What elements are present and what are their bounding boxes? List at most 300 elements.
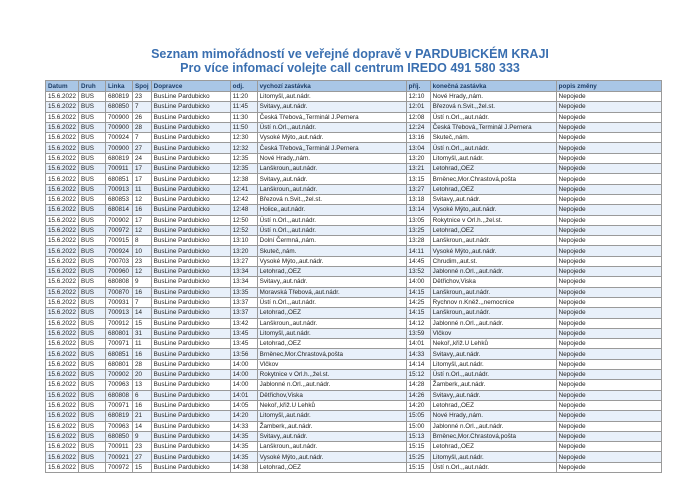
cell-destination-stop: Chrudim,,aut.st. xyxy=(430,256,556,266)
cell-origin-stop: Rokytnice v Orl.h.,,žel.st. xyxy=(257,370,406,380)
cell-departure: 12:42 xyxy=(230,194,257,204)
cell-trip: 16 xyxy=(133,205,152,215)
table-row xyxy=(46,225,662,235)
cell-date: 15.6.2022 xyxy=(46,339,79,349)
cell-arrival: 14:28 xyxy=(406,380,430,390)
cell-arrival: 13:04 xyxy=(406,143,430,153)
cell-line: 700870 xyxy=(106,287,133,297)
cell-origin-stop: Svitavy,,aut.nádr. xyxy=(257,431,406,441)
cell-date: 15.6.2022 xyxy=(46,411,79,421)
cell-trip: 13 xyxy=(133,380,152,390)
cell-arrival: 14:11 xyxy=(406,246,430,256)
cell-change-description: Nepojede xyxy=(556,205,661,215)
cell-trip: 16 xyxy=(133,287,152,297)
cell-destination-stop: Česká Třebová,,Terminál J.Pernera xyxy=(430,122,556,132)
cell-carrier: BusLine Pardubicko xyxy=(151,411,230,421)
cell-change-description: Nepojede xyxy=(556,133,661,143)
cell-origin-stop: Nekoř,,křiž.U Lehků xyxy=(257,400,406,410)
cell-change-description: Nepojede xyxy=(556,277,661,287)
cell-departure: 11:30 xyxy=(230,112,257,122)
cell-type: BUS xyxy=(79,267,106,277)
cell-carrier: BusLine Pardubicko xyxy=(151,102,230,112)
cell-destination-stop: Rokytnice v Orl.h.,,žel.st. xyxy=(430,215,556,225)
cell-destination-stop: Brněnec,Mor.Chrastová,pošta xyxy=(430,431,556,441)
cell-destination-stop: Letohrad,,OEZ xyxy=(430,164,556,174)
cell-type: BUS xyxy=(79,339,106,349)
cell-departure: 12:32 xyxy=(230,143,257,153)
cell-departure: 13:27 xyxy=(230,256,257,266)
document-subtitle: Pro více infomací volejte call centrum IREDO 491 580 333 xyxy=(180,61,520,75)
cell-arrival: 15:25 xyxy=(406,452,430,462)
cell-trip: 11 xyxy=(133,184,152,194)
cell-arrival: 14:20 xyxy=(406,400,430,410)
cell-type: BUS xyxy=(79,287,106,297)
cell-arrival: 13:05 xyxy=(406,215,430,225)
cell-arrival: 14:25 xyxy=(406,297,430,307)
cell-carrier: BusLine Pardubicko xyxy=(151,246,230,256)
cell-change-description: Nepojede xyxy=(556,256,661,266)
cell-change-description: Nepojede xyxy=(556,431,661,441)
table-row xyxy=(46,277,662,287)
cell-trip: 16 xyxy=(133,349,152,359)
cell-carrier: BusLine Pardubicko xyxy=(151,112,230,122)
table-row xyxy=(46,370,662,380)
cell-trip: 16 xyxy=(133,400,152,410)
cell-destination-stop: Žamberk,,aut.nádr. xyxy=(430,380,556,390)
cell-change-description: Nepojede xyxy=(556,246,661,256)
cell-trip: 7 xyxy=(133,102,152,112)
cell-origin-stop: Březová n.Svit.,,žel.st. xyxy=(257,194,406,204)
cell-line: 700972 xyxy=(106,225,133,235)
cell-line: 680851 xyxy=(106,174,133,184)
cell-date: 15.6.2022 xyxy=(46,277,79,287)
cell-change-description: Nepojede xyxy=(556,390,661,400)
cell-destination-stop: Skuteč,,nám. xyxy=(430,133,556,143)
cell-carrier: BusLine Pardubicko xyxy=(151,359,230,369)
cell-arrival: 14:26 xyxy=(406,390,430,400)
cell-arrival: 13:59 xyxy=(406,328,430,338)
table-row xyxy=(46,184,662,194)
cell-change-description: Nepojede xyxy=(556,174,661,184)
cell-departure: 14:38 xyxy=(230,462,257,472)
cell-change-description: Nepojede xyxy=(556,164,661,174)
cell-destination-stop: Lanškroun,,aut.nádr. xyxy=(430,287,556,297)
cell-trip: 27 xyxy=(133,143,152,153)
cell-destination-stop: Jablonné n.Orl.,,aut.nádr. xyxy=(430,421,556,431)
cell-date: 15.6.2022 xyxy=(46,225,79,235)
cell-line: 700911 xyxy=(106,164,133,174)
table-row xyxy=(46,92,662,102)
cell-type: BUS xyxy=(79,297,106,307)
cell-carrier: BusLine Pardubicko xyxy=(151,390,230,400)
cell-destination-stop: Svitavy,,aut.nádr. xyxy=(430,194,556,204)
cell-carrier: BusLine Pardubicko xyxy=(151,339,230,349)
cell-arrival: 14:01 xyxy=(406,339,430,349)
cell-destination-stop: Ústí n.Orl.,,aut.nádr. xyxy=(430,462,556,472)
cell-carrier: BusLine Pardubicko xyxy=(151,442,230,452)
cell-departure: 13:45 xyxy=(230,339,257,349)
cell-date: 15.6.2022 xyxy=(46,308,79,318)
cell-departure: 13:34 xyxy=(230,277,257,287)
cell-origin-stop: Litomyšl,,aut.nádr. xyxy=(257,328,406,338)
cell-line: 700912 xyxy=(106,318,133,328)
cell-type: BUS xyxy=(79,349,106,359)
cell-trip: 14 xyxy=(133,308,152,318)
cell-origin-stop: Česká Třebová,,Terminál J.Pernera xyxy=(257,112,406,122)
cell-origin-stop: Ústí n.Orl.,,aut.nádr. xyxy=(257,297,406,307)
table-row xyxy=(46,102,662,112)
cell-type: BUS xyxy=(79,225,106,235)
cell-carrier: BusLine Pardubicko xyxy=(151,452,230,462)
cell-destination-stop: Svitavy,,aut.nádr. xyxy=(430,349,556,359)
cell-trip: 10 xyxy=(133,246,152,256)
cell-carrier: BusLine Pardubicko xyxy=(151,225,230,235)
cell-line: 680808 xyxy=(106,390,133,400)
cell-departure: 13:35 xyxy=(230,287,257,297)
cell-type: BUS xyxy=(79,112,106,122)
cell-date: 15.6.2022 xyxy=(46,349,79,359)
cell-departure: 14:00 xyxy=(230,359,257,369)
cell-departure: 13:45 xyxy=(230,328,257,338)
cell-type: BUS xyxy=(79,92,106,102)
table-row xyxy=(46,267,662,277)
cell-arrival: 13:15 xyxy=(406,174,430,184)
cell-type: BUS xyxy=(79,246,106,256)
cell-origin-stop: Nové Hrady,,nám. xyxy=(257,153,406,163)
cell-carrier: BusLine Pardubicko xyxy=(151,297,230,307)
cell-departure: 14:01 xyxy=(230,390,257,400)
cell-origin-stop: Letohrad,,OEZ xyxy=(257,462,406,472)
cell-date: 15.6.2022 xyxy=(46,153,79,163)
cell-change-description: Nepojede xyxy=(556,102,661,112)
table-row xyxy=(46,112,662,122)
cell-date: 15.6.2022 xyxy=(46,112,79,122)
cell-trip: 21 xyxy=(133,411,152,421)
cell-line: 700902 xyxy=(106,370,133,380)
cell-date: 15.6.2022 xyxy=(46,122,79,132)
cell-change-description: Nepojede xyxy=(556,328,661,338)
cell-arrival: 13:28 xyxy=(406,236,430,246)
cell-carrier: BusLine Pardubicko xyxy=(151,370,230,380)
cell-destination-stop: Vysoké Mýto,,aut.nádr. xyxy=(430,246,556,256)
cell-line: 680801 xyxy=(106,359,133,369)
cell-change-description: Nepojede xyxy=(556,287,661,297)
cell-line: 700921 xyxy=(106,452,133,462)
cell-origin-stop: Svitavy,,aut.nádr. xyxy=(257,174,406,184)
cell-date: 15.6.2022 xyxy=(46,246,79,256)
cell-line: 700900 xyxy=(106,143,133,153)
cell-trip: 6 xyxy=(133,390,152,400)
cell-origin-stop: Lanškroun,,aut.nádr. xyxy=(257,442,406,452)
cell-departure: 14:33 xyxy=(230,421,257,431)
cell-arrival: 12:08 xyxy=(406,112,430,122)
cell-type: BUS xyxy=(79,102,106,112)
table-row xyxy=(46,400,662,410)
cell-arrival: 12:10 xyxy=(406,92,430,102)
cell-type: BUS xyxy=(79,122,106,132)
table-row xyxy=(46,236,662,246)
cell-destination-stop: Nekoř,,křiž.U Lehků xyxy=(430,339,556,349)
cell-type: BUS xyxy=(79,370,106,380)
cell-departure: 13:56 xyxy=(230,349,257,359)
cell-arrival: 13:52 xyxy=(406,267,430,277)
cell-date: 15.6.2022 xyxy=(46,133,79,143)
cell-arrival: 14:15 xyxy=(406,308,430,318)
cell-arrival: 13:14 xyxy=(406,205,430,215)
cell-carrier: BusLine Pardubicko xyxy=(151,277,230,287)
cell-carrier: BusLine Pardubicko xyxy=(151,421,230,431)
cell-origin-stop: Vysoké Mýto,,aut.nádr. xyxy=(257,133,406,143)
cell-type: BUS xyxy=(79,400,106,410)
cell-departure: 12:52 xyxy=(230,225,257,235)
cell-date: 15.6.2022 xyxy=(46,215,79,225)
cell-trip: 24 xyxy=(133,153,152,163)
header-linka: Linka xyxy=(106,81,133,92)
cell-origin-stop: Holice,,aut.nádr. xyxy=(257,205,406,215)
cell-type: BUS xyxy=(79,153,106,163)
table-row xyxy=(46,318,662,328)
cell-carrier: BusLine Pardubicko xyxy=(151,431,230,441)
cell-destination-stop: Ústí n.Orl.,,aut.nádr. xyxy=(430,112,556,122)
cell-destination-stop: Jablonné n.Orl.,,aut.nádr. xyxy=(430,267,556,277)
cell-origin-stop: Letohrad,,OEZ xyxy=(257,267,406,277)
cell-change-description: Nepojede xyxy=(556,308,661,318)
cell-departure: 14:05 xyxy=(230,400,257,410)
cell-change-description: Nepojede xyxy=(556,297,661,307)
cell-arrival: 15:15 xyxy=(406,442,430,452)
cell-type: BUS xyxy=(79,174,106,184)
cell-carrier: BusLine Pardubicko xyxy=(151,462,230,472)
cell-trip: 17 xyxy=(133,174,152,184)
cell-type: BUS xyxy=(79,205,106,215)
cell-change-description: Nepojede xyxy=(556,421,661,431)
cell-date: 15.6.2022 xyxy=(46,318,79,328)
header-spoj: Spoj xyxy=(133,81,152,92)
cell-line: 680819 xyxy=(106,411,133,421)
cell-departure: 13:20 xyxy=(230,246,257,256)
cell-line: 700900 xyxy=(106,112,133,122)
disruptions-table xyxy=(45,80,662,473)
cell-date: 15.6.2022 xyxy=(46,380,79,390)
cell-change-description: Nepojede xyxy=(556,411,661,421)
cell-destination-stop: Vysoké Mýto,,aut.nádr. xyxy=(430,205,556,215)
cell-departure: 14:35 xyxy=(230,431,257,441)
cell-arrival: 13:25 xyxy=(406,225,430,235)
cell-trip: 23 xyxy=(133,256,152,266)
cell-date: 15.6.2022 xyxy=(46,205,79,215)
cell-carrier: BusLine Pardubicko xyxy=(151,308,230,318)
table-row xyxy=(46,390,662,400)
cell-trip: 23 xyxy=(133,92,152,102)
cell-type: BUS xyxy=(79,431,106,441)
cell-trip: 14 xyxy=(133,421,152,431)
cell-trip: 7 xyxy=(133,297,152,307)
cell-destination-stop: Letohrad,,OEZ xyxy=(430,442,556,452)
cell-date: 15.6.2022 xyxy=(46,328,79,338)
table-row xyxy=(46,256,662,266)
header-konecna-zastavka: konečná zastávka xyxy=(430,81,556,92)
table-header-row xyxy=(46,81,662,92)
cell-line: 700963 xyxy=(106,380,133,390)
cell-arrival: 13:21 xyxy=(406,164,430,174)
cell-line: 680814 xyxy=(106,205,133,215)
cell-line: 700913 xyxy=(106,308,133,318)
table-row xyxy=(46,164,662,174)
cell-change-description: Nepojede xyxy=(556,112,661,122)
cell-carrier: BusLine Pardubicko xyxy=(151,349,230,359)
cell-change-description: Nepojede xyxy=(556,215,661,225)
cell-trip: 12 xyxy=(133,267,152,277)
cell-change-description: Nepojede xyxy=(556,225,661,235)
cell-line: 680819 xyxy=(106,92,133,102)
cell-trip: 17 xyxy=(133,215,152,225)
cell-carrier: BusLine Pardubicko xyxy=(151,400,230,410)
cell-change-description: Nepojede xyxy=(556,359,661,369)
cell-line: 700911 xyxy=(106,442,133,452)
table-row xyxy=(46,442,662,452)
cell-line: 700924 xyxy=(106,246,133,256)
cell-trip: 26 xyxy=(133,112,152,122)
cell-trip: 17 xyxy=(133,164,152,174)
cell-departure: 14:35 xyxy=(230,452,257,462)
cell-departure: 13:37 xyxy=(230,308,257,318)
cell-arrival: 14:33 xyxy=(406,349,430,359)
cell-change-description: Nepojede xyxy=(556,380,661,390)
table-row xyxy=(46,339,662,349)
cell-carrier: BusLine Pardubicko xyxy=(151,92,230,102)
cell-destination-stop: Brněnec,Mor.Chrastová,pošta xyxy=(430,174,556,184)
cell-trip: 9 xyxy=(133,431,152,441)
cell-trip: 12 xyxy=(133,225,152,235)
cell-line: 700971 xyxy=(106,339,133,349)
cell-date: 15.6.2022 xyxy=(46,164,79,174)
cell-carrier: BusLine Pardubicko xyxy=(151,133,230,143)
cell-departure: 13:10 xyxy=(230,236,257,246)
table-row xyxy=(46,380,662,390)
table-row xyxy=(46,122,662,132)
cell-line: 700931 xyxy=(106,297,133,307)
cell-destination-stop: Nové Hrady,,nám. xyxy=(430,92,556,102)
header-prijezd: příj. xyxy=(406,81,430,92)
cell-origin-stop: Svitavy,,aut.nádr. xyxy=(257,277,406,287)
cell-type: BUS xyxy=(79,256,106,266)
cell-arrival: 15:15 xyxy=(406,462,430,472)
cell-type: BUS xyxy=(79,421,106,431)
cell-origin-stop: Vysoké Mýto,,aut.nádr. xyxy=(257,452,406,462)
cell-date: 15.6.2022 xyxy=(46,194,79,204)
cell-date: 15.6.2022 xyxy=(46,184,79,194)
cell-destination-stop: Lanškroun,,aut.nádr. xyxy=(430,236,556,246)
cell-trip: 23 xyxy=(133,442,152,452)
cell-trip: 28 xyxy=(133,359,152,369)
cell-origin-stop: Svitavy,,aut.nádr. xyxy=(257,102,406,112)
table-row xyxy=(46,133,662,143)
table-row xyxy=(46,205,662,215)
cell-date: 15.6.2022 xyxy=(46,143,79,153)
cell-date: 15.6.2022 xyxy=(46,442,79,452)
cell-destination-stop: Litomyšl,,aut.nádr. xyxy=(430,359,556,369)
cell-type: BUS xyxy=(79,236,106,246)
cell-destination-stop: Lanškroun,,aut.nádr. xyxy=(430,308,556,318)
cell-change-description: Nepojede xyxy=(556,349,661,359)
table-row xyxy=(46,215,662,225)
cell-origin-stop: Jablonné n.Orl.,,aut.nádr. xyxy=(257,380,406,390)
cell-departure: 12:38 xyxy=(230,174,257,184)
cell-departure: 14:00 xyxy=(230,370,257,380)
cell-destination-stop: Březová n.Svit.,,žel.st. xyxy=(430,102,556,112)
cell-carrier: BusLine Pardubicko xyxy=(151,164,230,174)
cell-departure: 14:35 xyxy=(230,442,257,452)
cell-carrier: BusLine Pardubicko xyxy=(151,380,230,390)
cell-change-description: Nepojede xyxy=(556,370,661,380)
cell-date: 15.6.2022 xyxy=(46,287,79,297)
cell-departure: 11:20 xyxy=(230,92,257,102)
cell-trip: 8 xyxy=(133,236,152,246)
cell-line: 700703 xyxy=(106,256,133,266)
cell-type: BUS xyxy=(79,452,106,462)
cell-line: 700900 xyxy=(106,122,133,132)
table-row xyxy=(46,421,662,431)
cell-destination-stop: Letohrad,,OEZ xyxy=(430,225,556,235)
cell-line: 700902 xyxy=(106,215,133,225)
table-row xyxy=(46,194,662,204)
cell-departure: 12:35 xyxy=(230,153,257,163)
cell-line: 700924 xyxy=(106,133,133,143)
cell-departure: 12:41 xyxy=(230,184,257,194)
cell-change-description: Nepojede xyxy=(556,184,661,194)
cell-carrier: BusLine Pardubicko xyxy=(151,267,230,277)
cell-date: 15.6.2022 xyxy=(46,400,79,410)
cell-carrier: BusLine Pardubicko xyxy=(151,122,230,132)
cell-destination-stop: Vlčkov xyxy=(430,328,556,338)
cell-line: 700913 xyxy=(106,184,133,194)
cell-type: BUS xyxy=(79,380,106,390)
cell-change-description: Nepojede xyxy=(556,267,661,277)
cell-carrier: BusLine Pardubicko xyxy=(151,143,230,153)
table-row xyxy=(46,431,662,441)
cell-date: 15.6.2022 xyxy=(46,297,79,307)
cell-departure: 11:45 xyxy=(230,102,257,112)
cell-arrival: 14:00 xyxy=(406,277,430,287)
cell-origin-stop: Lanškroun,,aut.nádr. xyxy=(257,184,406,194)
cell-destination-stop: Litomyšl,,aut.nádr. xyxy=(430,452,556,462)
cell-type: BUS xyxy=(79,411,106,421)
cell-destination-stop: Rychnov n.Kněž.,,nemocnice xyxy=(430,297,556,307)
cell-origin-stop: Vlčkov xyxy=(257,359,406,369)
cell-departure: 13:37 xyxy=(230,297,257,307)
cell-date: 15.6.2022 xyxy=(46,256,79,266)
cell-arrival: 15:05 xyxy=(406,411,430,421)
cell-trip: 11 xyxy=(133,339,152,349)
cell-departure: 12:48 xyxy=(230,205,257,215)
header-datum: Datum xyxy=(46,81,79,92)
cell-type: BUS xyxy=(79,318,106,328)
cell-origin-stop: Dětřichov,Viska xyxy=(257,390,406,400)
cell-type: BUS xyxy=(79,359,106,369)
cell-type: BUS xyxy=(79,133,106,143)
cell-arrival: 12:01 xyxy=(406,102,430,112)
cell-origin-stop: Dolní Čermná,,nám. xyxy=(257,236,406,246)
cell-departure: 11:50 xyxy=(230,122,257,132)
cell-origin-stop: Žamberk,,aut.nádr. xyxy=(257,421,406,431)
cell-destination-stop: Letohrad,,OEZ xyxy=(430,184,556,194)
cell-type: BUS xyxy=(79,215,106,225)
cell-departure: 12:30 xyxy=(230,133,257,143)
cell-type: BUS xyxy=(79,277,106,287)
table-row xyxy=(46,452,662,462)
cell-type: BUS xyxy=(79,194,106,204)
cell-arrival: 14:15 xyxy=(406,287,430,297)
